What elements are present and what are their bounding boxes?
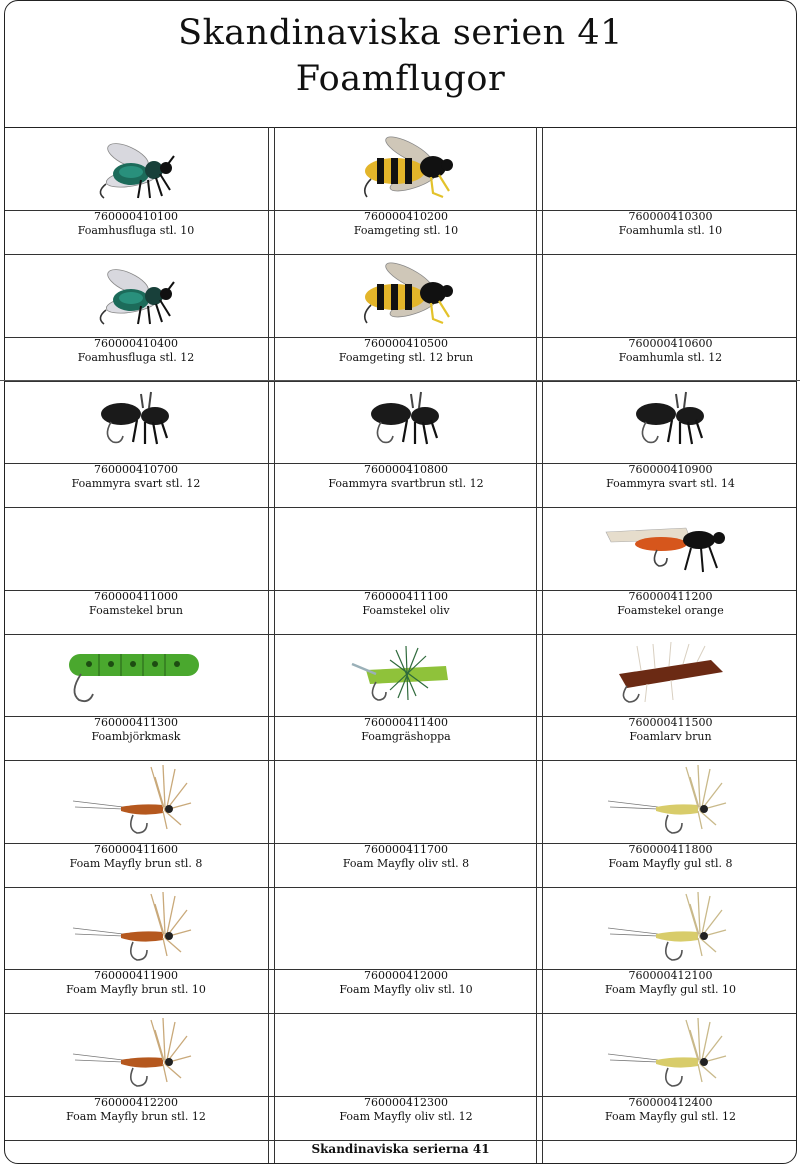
product-name: Foam Mayfly oliv stl. 8: [342, 856, 470, 870]
title-line-2: Foamflugor: [295, 59, 506, 99]
product-code: 760000412000: [364, 969, 448, 982]
product-name: Foamhumla stl. 10: [618, 224, 723, 237]
product-cell: [5, 127, 267, 253]
product-cell: [275, 1013, 537, 1139]
table-row: [5, 254, 796, 382]
mayfly-brown-icon: [5, 886, 267, 969]
ant-icon: [275, 380, 537, 463]
product-code: 760000411100: [364, 589, 448, 603]
mayfly-yellow-icon: [543, 886, 797, 969]
wasp-icon: [275, 127, 537, 210]
wasp-icon: [275, 254, 537, 337]
product-code: 760000410900: [628, 463, 713, 476]
table-row: [5, 633, 796, 761]
product-name: Foam Mayfly brun stl. 10: [66, 983, 206, 996]
product-name: Foamgeting stl. 12 brun: [338, 350, 474, 364]
product-code: 760000411400: [364, 716, 448, 729]
larva-icon: [543, 633, 797, 716]
mayfly-brown-icon: [5, 760, 267, 843]
column-divider: [542, 127, 543, 1164]
product-code: 760000411600: [94, 842, 178, 856]
sawfly-icon: [543, 507, 797, 590]
product-cell: [543, 1013, 797, 1139]
product-name: Foam Mayfly brun stl. 8: [69, 856, 203, 870]
table-row: [5, 1013, 796, 1141]
product-code: 760000411000: [94, 589, 178, 603]
product-name: Foamhusfluga stl. 10: [77, 224, 195, 237]
mayfly-yellow-icon: [543, 760, 797, 843]
empty-image-slot: [275, 1013, 537, 1096]
column-divider: [274, 127, 275, 1164]
product-code: 760000412100: [628, 969, 713, 982]
product-code: 760000410600: [628, 336, 713, 350]
product-code: 760000410400: [94, 336, 178, 350]
product-code: 760000410300: [628, 210, 713, 223]
product-cell: [5, 254, 267, 380]
product-name: Foamhumla stl. 12: [618, 350, 723, 364]
product-code: 760000412400: [628, 1095, 713, 1109]
product-code: 760000410100: [94, 210, 178, 223]
page-title: [5, 1, 796, 128]
column-divider: [536, 127, 537, 1164]
product-code: 760000412200: [94, 1095, 178, 1109]
product-name: Foamstekel oliv: [362, 603, 450, 617]
title-line-1: Skandinaviska serien 41: [178, 13, 623, 53]
product-cell: [275, 507, 537, 633]
product-name: Foam Mayfly gul stl. 10: [605, 983, 736, 996]
product-cell: [543, 380, 797, 506]
product-name: Foamgeting stl. 10: [353, 224, 459, 237]
product-name: Foamstekel brun: [89, 603, 183, 617]
product-name: Foam Mayfly brun stl. 12: [66, 1109, 206, 1123]
product-cell: [5, 1013, 267, 1139]
table-row: [5, 127, 796, 255]
product-name: Foam Mayfly oliv stl. 10: [339, 983, 473, 996]
product-cell: [275, 886, 537, 1012]
product-code: 760000411700: [364, 842, 448, 856]
product-cell: [275, 127, 537, 253]
product-code: 760000410200: [364, 210, 448, 223]
catalog-sheet: [4, 0, 797, 1164]
product-code: 760000410800: [364, 463, 448, 476]
product-code: 760000411300: [94, 716, 178, 729]
housefly-icon: [5, 254, 267, 337]
column-divider: [268, 127, 269, 1164]
product-cell: [543, 886, 797, 1012]
product-code: 760000411500: [628, 716, 713, 729]
product-cell: [5, 633, 267, 759]
grasshopper-icon: [275, 633, 537, 716]
empty-image-slot: [543, 254, 797, 337]
table-row: [5, 380, 796, 508]
product-code: 760000410700: [94, 463, 178, 476]
product-cell: [543, 633, 797, 759]
caterpillar-icon: [5, 633, 267, 716]
product-name: Foam Mayfly gul stl. 12: [605, 1109, 736, 1123]
product-name: Foamgräshoppa: [361, 730, 451, 743]
product-code: 760000411900: [94, 969, 178, 982]
empty-image-slot: [5, 507, 267, 590]
page-footer: Skandinaviska serierna 41: [311, 1142, 490, 1156]
table-row: [5, 886, 796, 1014]
crop-line: [0, 380, 800, 381]
product-name: Foamlarv brun: [629, 730, 712, 743]
product-cell: [5, 886, 267, 1012]
mayfly-yellow-icon: [543, 1013, 797, 1096]
mayfly-brown-icon: [5, 1013, 267, 1096]
product-code: 760000411200: [628, 589, 713, 603]
housefly-icon: [5, 127, 267, 210]
product-name: Foammyra svartbrun stl. 12: [328, 477, 484, 490]
ant-icon: [543, 380, 797, 463]
product-name: Foamstekel orange: [617, 603, 724, 617]
product-cell: [543, 127, 797, 253]
product-cell: [5, 507, 267, 633]
product-code: 760000412300: [364, 1095, 448, 1109]
product-cell: [275, 633, 537, 759]
table-row: [5, 507, 796, 635]
product-name: Foam Mayfly gul stl. 8: [608, 856, 733, 870]
empty-image-slot: [275, 760, 537, 843]
empty-image-slot: [275, 507, 537, 590]
product-name: Foammyra svart stl. 12: [71, 477, 201, 490]
product-name: Foammyra svart stl. 14: [606, 477, 735, 490]
product-cell: [275, 380, 537, 506]
product-name: Foam Mayfly oliv stl. 12: [339, 1109, 473, 1123]
product-code: 760000411800: [628, 842, 713, 856]
ant-icon: [5, 380, 267, 463]
table-row: [5, 760, 796, 888]
product-cell: [275, 254, 537, 380]
product-cell: [543, 507, 797, 633]
empty-image-slot: [275, 886, 537, 969]
product-cell: [543, 760, 797, 886]
product-cell: [543, 254, 797, 380]
product-name: Foamhusfluga stl. 12: [77, 350, 195, 364]
product-name: Foambjörkmask: [91, 730, 181, 743]
empty-image-slot: [543, 127, 797, 210]
product-cell: [5, 760, 267, 886]
product-cell: [275, 760, 537, 886]
product-cell: [5, 380, 267, 506]
product-code: 760000410500: [364, 336, 448, 350]
